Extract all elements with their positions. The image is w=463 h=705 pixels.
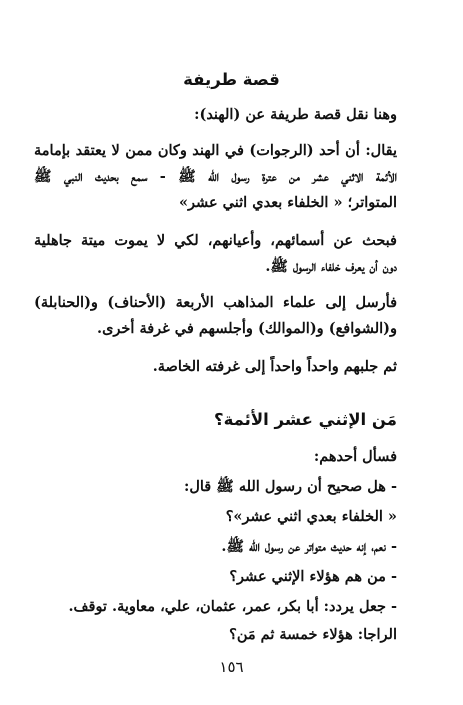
paragraph-2-line-1: فبحث عن أسمائهم، وأعيانهم، لكي لا يموت ميتة جاهلية <box>34 232 397 249</box>
intro-line: وهنا نقل قصة طريفة عن (الهند): <box>194 106 397 123</box>
dialogue-line-6: - جعل يردد: أبا بكر، عمر، عثمان، علي، معاوية. توقف. <box>68 598 397 615</box>
dialogue-line-7: الراجا: هؤلاء خمسة ثم مَن؟ <box>229 626 397 643</box>
dialogue-line-5: - من هم هؤلاء الإثني عشر؟ <box>229 568 397 585</box>
dialogue-line-1: فسأل أحدهم: <box>313 448 397 465</box>
paragraph-3-line-2: و(الشوافع) و(الموالك) وأجلسهم في غرفة أخرى. <box>97 320 397 337</box>
section-subtitle: مَن الإثني عشر الأئمة؟ <box>214 410 397 429</box>
paragraph-2-line-2: دون أن يعرف خلفاء الرسول ﷺ. <box>265 258 397 275</box>
paragraph-4-line: ثم جلبهم واحداً واحداً إلى غرفته الخاصة. <box>152 358 397 375</box>
paragraph-1-line-3: المتواتر؛ « الخلفاء بعدي اثني عشر» <box>178 194 397 211</box>
paragraph-1-line-2: الأئمة الاثني عشر من عترة رسول الله ﷺ - سمع بحديث النبي ﷺ <box>34 168 397 185</box>
dialogue-line-4: - نعم، إنه حديث متواتر عن رسول الله ﷺ. <box>221 538 397 555</box>
paragraph-3-line-1: فأرسل إلى علماء المذاهب الأربعة (الأحناف) و(الحنابلة) <box>34 294 397 311</box>
dialogue-line-2: - هل صحيح أن رسول الله ﷺ قال: <box>183 478 397 495</box>
page-number: ١٥٦ <box>219 658 244 676</box>
dialogue-line-3: « الخلفاء بعدي اثني عشر»؟ <box>225 508 397 525</box>
page-title: قصة طريفة <box>183 70 280 89</box>
paragraph-1-line-1: يقال: أن أحد (الرجوات) في الهند وكان ممن لا يعتقد بإمامة <box>34 142 397 159</box>
